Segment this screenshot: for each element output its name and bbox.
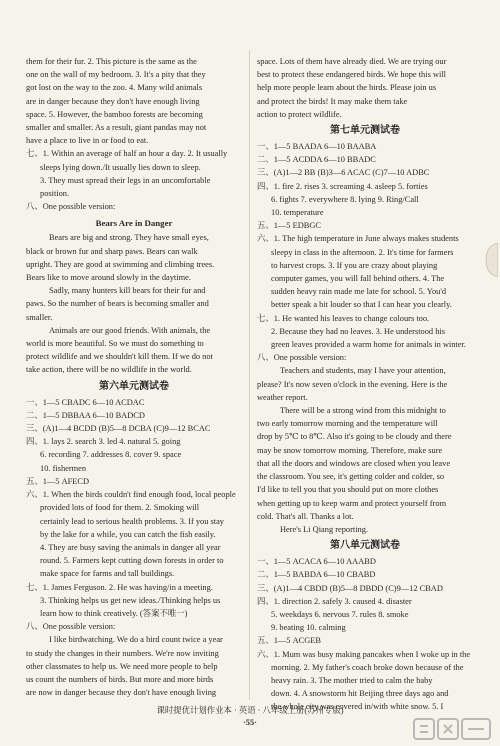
left-text-line: got lost on the way to the zoo. 4. Many wild animals xyxy=(26,83,203,93)
right-text-line: to harvest crops. 3. If you are crazy about playing xyxy=(271,260,438,270)
right-text-line: 9. beating 10. calming xyxy=(271,623,346,633)
right-text-line: 五、1—5 ACGEB xyxy=(257,636,321,646)
right-text-line: that all the doors and windows are closed when you leave xyxy=(257,458,451,468)
left-text-line: 八、One possible version: xyxy=(26,622,116,632)
right-text-line: please? It's now seven o'clock in the evening. Here is the xyxy=(257,379,448,389)
right-column xyxy=(257,55,473,714)
left-text-line: world is more beautiful. So we must do something to xyxy=(26,339,204,349)
section-heading: 第七单元测试卷 xyxy=(330,125,400,137)
right-text-line: 五、1—5 EDBGC xyxy=(257,221,321,231)
left-text-line: learn how to think creatively. (答案不唯一) xyxy=(40,608,188,618)
right-text-line: best to protect these endangered birds. We hope this will xyxy=(257,70,446,80)
right-text-line: weather report. xyxy=(257,392,308,402)
left-text-line: 五、1—5 AFECD xyxy=(26,476,90,486)
right-text-line: may be snow tomorrow morning. Therefore, make sure xyxy=(257,445,443,455)
right-text-line: Here's Li Qiang reporting. xyxy=(280,524,369,534)
left-text-line: 3. Thinking helps us get new ideas./Thinking helps us xyxy=(40,595,221,605)
right-text-line: heavy rain. 3. The mother tried to calm the baby xyxy=(271,675,433,685)
left-text-line: position. xyxy=(40,189,70,199)
right-text-line: I'd like to tell you that you should put on more clothes xyxy=(257,485,439,495)
left-text-line: provided lots of food for them. 2. Smoking will xyxy=(40,503,200,513)
right-text-line: space. Lots of them have already died. We are trying our xyxy=(257,57,447,66)
right-text-line: 二、1—5 BABDA 6—10 CBABD xyxy=(257,570,376,580)
left-text-line: them for their fur. 2. This picture is the same as the xyxy=(26,57,197,66)
left-text-line: Bears are big and strong. They have small eyes, xyxy=(49,233,209,243)
right-text-line: sleepy in class in the afternoon. 2. It's time for farmers xyxy=(271,247,454,257)
left-text-line: make space for farms and tall buildings. xyxy=(40,569,175,579)
right-text-line: 一、1—5 ACACA 6—10 AAABD xyxy=(257,557,376,567)
left-text-line: protect wildlife and we shouldn't kill them. If we do not xyxy=(26,352,213,362)
left-text-line: 七、1. James Ferguson. 2. He was having/in a meeting. xyxy=(26,582,213,592)
column-divider xyxy=(249,50,250,700)
right-text-line: and protect the birds! It may make them take xyxy=(257,96,408,106)
left-column xyxy=(26,55,242,699)
left-text-line: 八、One possible version: xyxy=(26,202,116,212)
right-text-line: 一、1—5 BAADA 6—10 BAABA xyxy=(257,142,377,152)
right-text-line: 四、1. fire 2. rises 3. screaming 4. asleep 5. forties xyxy=(257,181,428,191)
left-text-line: 六、1. When the birds couldn't find enough food, local people xyxy=(26,490,236,500)
left-text-line: 三、(A)1—4 BCDD (B)5—8 DCBA (C)9—12 BCAC xyxy=(26,424,211,434)
left-text-line: to study the changes in their numbers. We're now inviting xyxy=(26,648,219,658)
left-text-line: one on the wall of my bedroom. 3. It's a pity that they xyxy=(26,70,206,80)
right-text-line: green leaves provided a warm home for animals in winter. xyxy=(271,340,466,350)
left-text-line: upright. They are good at swimming and climbing trees. xyxy=(26,259,215,269)
essay-title: Bears Are in Danger xyxy=(95,218,173,229)
left-text-line: sleeps lying down./It usually lies down to sleep. xyxy=(40,162,201,172)
left-text-line: smaller and smaller. As a result, giant pandas may not xyxy=(26,123,207,133)
right-text-line: There will be a strong wind from this midnight to xyxy=(280,406,446,416)
right-text-line: 四、1. direction 2. safely 3. caused 4. disaster xyxy=(257,596,412,606)
side-tab-icon xyxy=(484,243,498,277)
right-text-line: 三、(A)1—2 BB (B)3—6 ACAC (C)7—10 ADBC xyxy=(257,168,430,178)
right-text-line: sudden heavy rain made me late for school. 5. You'd xyxy=(271,287,447,297)
right-text-line: 三、(A)1—4 CBDD (B)5—8 DBDD (C)9—12 CBAD xyxy=(257,583,443,593)
left-text-line: other classmates to help us. We need more people to help xyxy=(26,661,218,671)
left-text-line: black or brown fur and sharp paws. Bears can walk xyxy=(26,246,198,256)
left-text-line: take action, there will be no wildlife in the world. xyxy=(26,365,192,375)
right-text-line: 二、1—5 ACDDA 6—10 BBADC xyxy=(257,155,376,165)
left-text-line: 二、1—5 DBBAA 6—10 BADCD xyxy=(26,410,145,420)
left-text-line: Bears like to move around slowly in the daytime. xyxy=(26,273,191,283)
left-text-line: certainly lead to serious health problems. 3. If you stay xyxy=(40,516,224,526)
right-text-line: 5. weekdays 6. nervous 7. rules 8. smoke xyxy=(271,609,409,619)
left-text-line: 4. They are busy saving the animals in danger all year xyxy=(40,542,221,552)
left-text-line: paws. So the number of bears is becoming smaller and xyxy=(26,299,209,309)
right-text-line: 六、1. The high temperature in June always makes students xyxy=(257,234,459,244)
right-text-line: action to protect wildlife. xyxy=(257,109,342,119)
watermark-logo xyxy=(412,716,494,744)
left-text-line: smaller. xyxy=(26,312,53,322)
right-text-line: two early tomorrow morning and the temperature will xyxy=(257,419,438,429)
left-text-line: 七、1. Within an average of half an hour a day. 2. It usually xyxy=(26,149,228,159)
left-text-line: 6. recording 7. addresses 8. cover 9. space xyxy=(40,450,182,460)
right-text-line: cold. That's all. Thanks a lot. xyxy=(257,511,354,521)
left-text-line: us count the numbers of birds. But more and more birds xyxy=(26,674,214,684)
right-text-line: 七、1. He wanted his leaves to change colours too. xyxy=(257,313,430,323)
right-text-line: the classroom. You see, it's getting colder and colder, so xyxy=(257,472,445,482)
left-text-line: are in danger because they don't have enough living xyxy=(26,96,200,106)
right-text-line: the whole city was covered in/with white snow. 5. I xyxy=(271,702,444,712)
right-text-line: 六、1. Mum was busy making pancakes when I woke up in the xyxy=(257,649,471,659)
section-heading: 第八单元测试卷 xyxy=(330,540,400,552)
page-number: ·55· xyxy=(243,718,257,727)
left-text-line: 10. fishermen xyxy=(40,463,87,473)
section-heading: 第六单元测试卷 xyxy=(99,380,169,392)
right-text-line: morning. 2. My father's coach broke down because of the xyxy=(271,662,464,672)
right-text-line: 八、One possible version: xyxy=(257,353,347,363)
left-text-line: have a place to live in or food to eat. xyxy=(26,136,149,146)
right-text-line: help more people learn about the birds. Please join us xyxy=(257,83,437,93)
left-text-line: Sadly, many hunters kill bears for their fur and xyxy=(49,286,206,296)
right-text-line: 10. temperature xyxy=(271,208,324,218)
book-title-footer: 课时提优计划作业本 · 英语 · 八年级上册(苏州专版) xyxy=(156,706,344,715)
right-text-line: 2. Because they had no leaves. 3. He understood his xyxy=(271,326,445,336)
right-text-line: 6. fights 7. everywhere 8. lying 9. Ring/Call xyxy=(271,194,419,204)
right-text-line: when getting up to keep warm and protect yourself from xyxy=(257,498,447,508)
left-text-line: 四、1. lays 2. search 3. led 4. natural 5. going xyxy=(26,437,181,447)
right-text-line: drop by 5℃ to 8℃. Also it's going to be cloudy and there xyxy=(257,432,452,442)
left-text-line: I like birdwatching. We do a bird count twice a year xyxy=(49,635,223,645)
left-text-line: 3. They must spread their legs in an uncomfortable xyxy=(40,175,211,185)
left-text-line: 一、1—5 CBADC 6—10 ACDAC xyxy=(26,397,145,407)
right-text-line: better speak a bit louder so that I can hear you clearly. xyxy=(271,300,452,310)
left-text-line: by the lake for a while, you can catch the fish easily. xyxy=(40,529,216,539)
left-text-line: are now in danger because they don't have enough living xyxy=(26,688,217,698)
left-text-line: Animals are our good friends. With animals, the xyxy=(49,325,211,335)
right-text-line: computer games, you will fall behind others. 4. The xyxy=(271,274,445,284)
right-text-line: down. 4. A snowstorm hit Beijing three days ago and xyxy=(271,689,449,699)
left-text-line: round. 5. Farmers kept cutting down forests in order to xyxy=(40,556,224,566)
left-text-line: space. 5. However, the bamboo forests are becoming xyxy=(26,109,203,119)
right-text-line: Teachers and students, may I have your attention, xyxy=(280,366,446,376)
